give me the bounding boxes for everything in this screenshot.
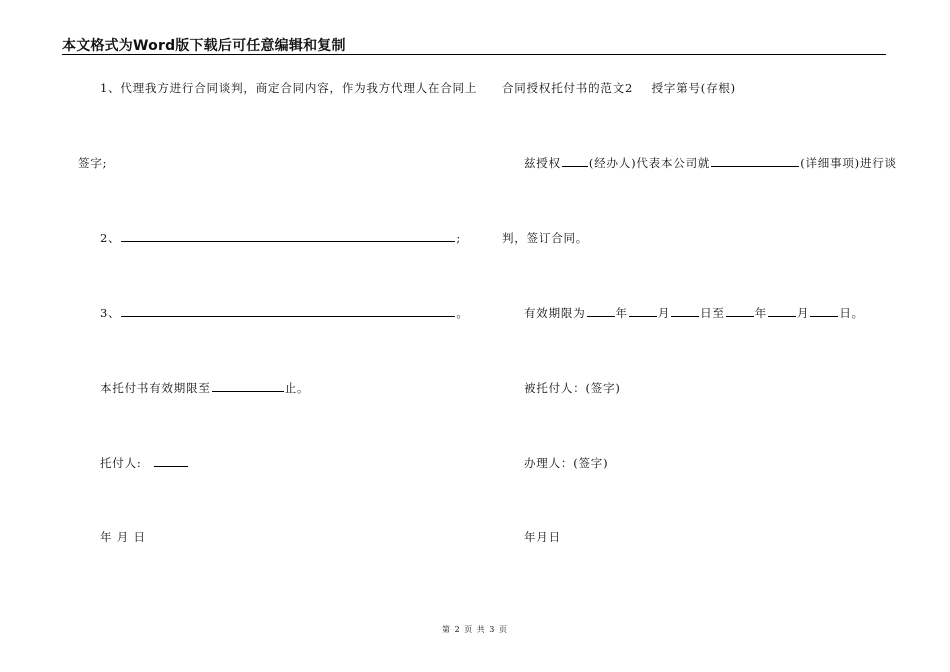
- left-item-2: [100, 230, 461, 246]
- left-item-3: [100, 305, 469, 321]
- left-validity: [100, 380, 309, 396]
- right-authorization: [524, 155, 897, 171]
- right-period-blank-2: [629, 315, 657, 317]
- left-principal: [100, 455, 189, 471]
- right-period-day-to: 日至: [700, 306, 725, 320]
- left-validity-suffix: 止。: [284, 381, 310, 395]
- right-title: 合同授权托付书的范文2: [502, 81, 634, 95]
- left-item-3-blank: [121, 315, 455, 317]
- left-validity-blank: [212, 390, 284, 392]
- header-title: 本文格式为Word版下载后可任意编辑和复制: [62, 38, 346, 54]
- right-period-year2: 年: [754, 306, 768, 320]
- left-item-2-suffix: ;: [456, 231, 462, 245]
- right-auth-part1: 兹授权: [524, 156, 561, 170]
- right-period-blank-3: [671, 315, 699, 317]
- left-item-3-prefix: 3、: [100, 306, 121, 320]
- right-auth-part2: (经办人)代表本公司就: [588, 156, 711, 170]
- right-authorization-continued: 判，签订合同。: [502, 231, 589, 245]
- right-auth-blank-1: [562, 165, 588, 167]
- left-item-2-prefix: 2、: [100, 231, 121, 245]
- right-period-year: 年: [615, 306, 628, 320]
- left-item-1: 1、代理我方进行合同谈判，商定合同内容，作为我方代理人在合同上: [100, 81, 478, 95]
- left-principal-label: 托付人:: [100, 456, 142, 470]
- left-principal-blank: [154, 465, 188, 467]
- right-date: 年月日: [524, 530, 561, 544]
- page-footer: 第 2 页 共 3 页: [442, 625, 508, 634]
- right-period-end: 日。: [839, 306, 864, 320]
- page-header: [62, 34, 886, 55]
- right-handler-signature: 办理人：(签字): [524, 456, 609, 470]
- right-period: [524, 305, 864, 321]
- right-auth-part3: (详细事项)进行谈: [800, 156, 897, 170]
- right-title-line: [502, 80, 736, 96]
- right-period-blank-1: [587, 315, 615, 317]
- right-period-blank-4: [726, 315, 754, 317]
- left-validity-prefix: 本托付书有效期限至: [100, 381, 211, 395]
- right-period-month2: 月: [797, 306, 810, 320]
- right-period-blank-6: [810, 315, 838, 317]
- right-auth-blank-2: [711, 165, 799, 167]
- right-number-label: 授字第号(存根): [651, 81, 736, 95]
- left-item-2-blank: [121, 240, 455, 242]
- left-date: 年 月 日: [100, 530, 146, 544]
- left-item-3-suffix: 。: [456, 306, 469, 320]
- right-agent-signature: 被托付人：(签字): [524, 381, 621, 395]
- left-item-1-continued: 签字;: [78, 156, 108, 170]
- right-period-blank-5: [768, 315, 796, 317]
- right-period-month: 月: [657, 306, 671, 320]
- right-period-label: 有效期限为: [524, 306, 586, 320]
